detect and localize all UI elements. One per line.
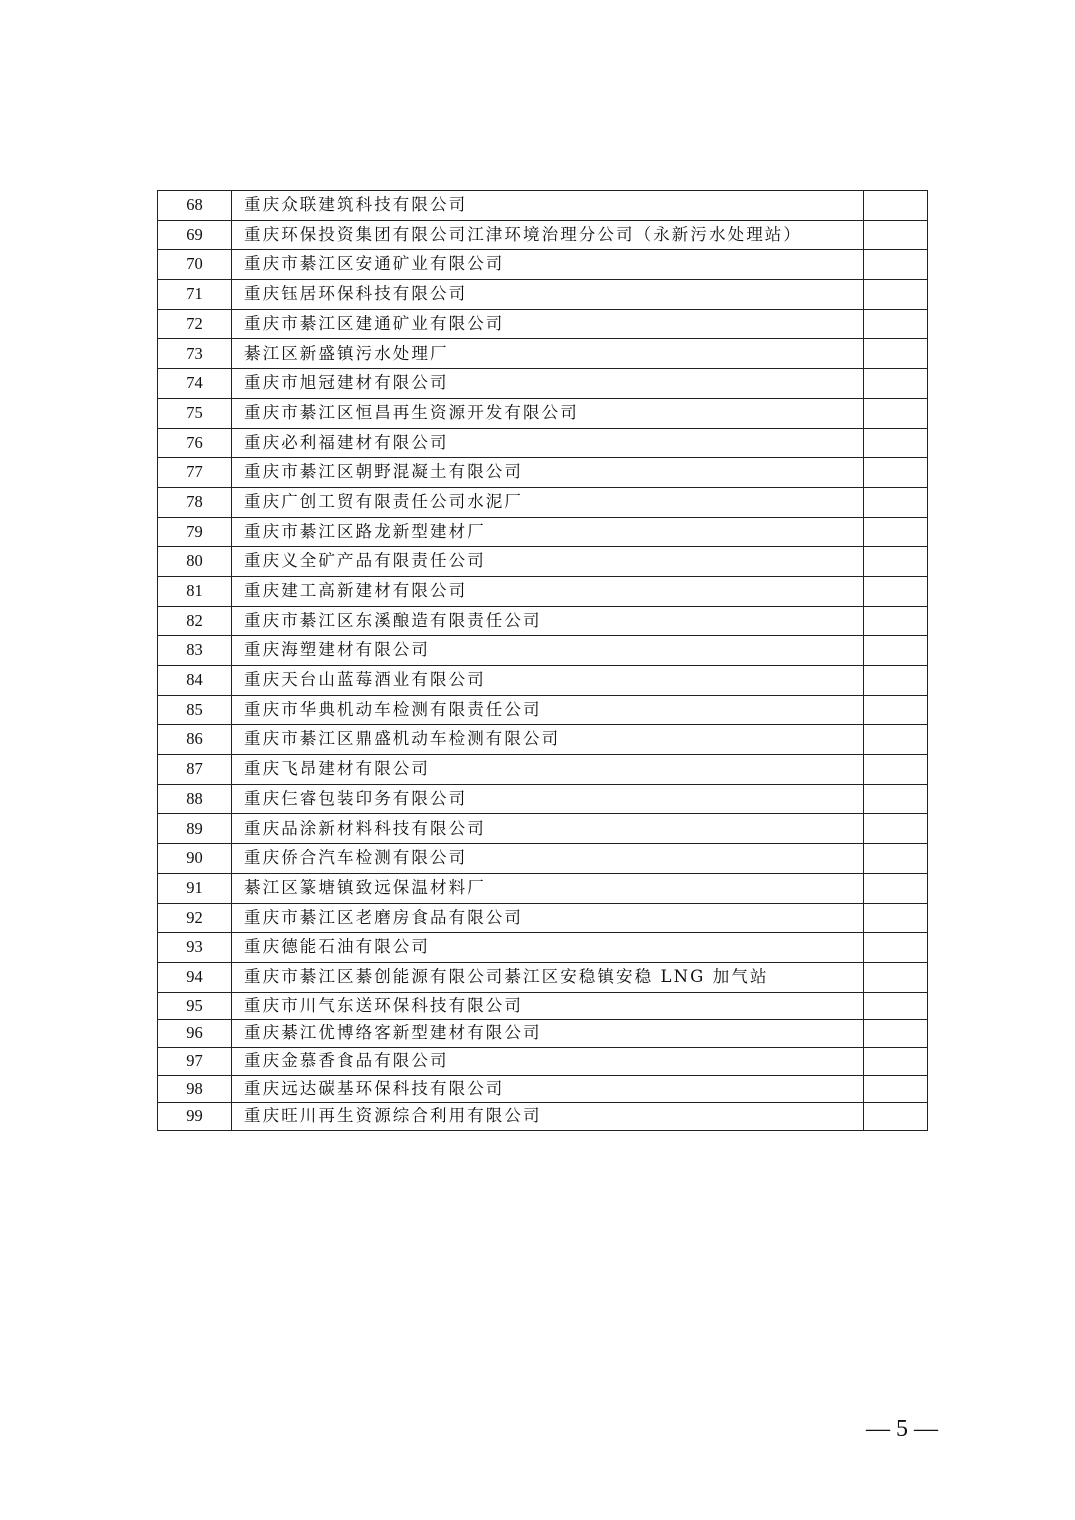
company-name: 重庆建工高新建材有限公司 (232, 576, 864, 606)
row-number: 75 (158, 398, 232, 428)
row-number: 71 (158, 280, 232, 310)
row-number: 83 (158, 636, 232, 666)
row-number: 76 (158, 428, 232, 458)
row-number: 85 (158, 695, 232, 725)
table-row (158, 280, 928, 310)
company-name: 重庆必利福建材有限公司 (232, 428, 864, 458)
company-name: 重庆市綦江区建通矿业有限公司 (232, 309, 864, 339)
table-row (158, 1103, 928, 1131)
remark-cell (864, 606, 928, 636)
company-name: 重庆金慕香食品有限公司 (232, 1047, 864, 1075)
table-row (158, 369, 928, 399)
remark-cell (864, 280, 928, 310)
company-name: 重庆市华典机动车检测有限责任公司 (232, 695, 864, 725)
table-row (158, 873, 928, 903)
page-number: — 5 — (866, 1416, 938, 1442)
table-row (158, 339, 928, 369)
row-number: 68 (158, 191, 232, 221)
remark-cell (864, 873, 928, 903)
row-number: 81 (158, 576, 232, 606)
company-name: 重庆市綦江区綦创能源有限公司綦江区安稳镇安稳 LNG 加气站 (232, 962, 864, 992)
table-row (158, 1075, 928, 1103)
table-row (158, 903, 928, 933)
row-number: 90 (158, 844, 232, 874)
table-row (158, 933, 928, 963)
table-row (158, 636, 928, 666)
table-row (158, 458, 928, 488)
company-name: 重庆飞昂建材有限公司 (232, 755, 864, 785)
company-name: 重庆市綦江区朝野混凝土有限公司 (232, 458, 864, 488)
row-number: 84 (158, 666, 232, 696)
row-number: 70 (158, 250, 232, 280)
row-number: 87 (158, 755, 232, 785)
table-row (158, 547, 928, 577)
company-name: 重庆品涂新材料科技有限公司 (232, 814, 864, 844)
row-number: 72 (158, 309, 232, 339)
row-number: 82 (158, 606, 232, 636)
company-name: 綦江区新盛镇污水处理厂 (232, 339, 864, 369)
company-name: 重庆仨睿包装印务有限公司 (232, 784, 864, 814)
table-row (158, 666, 928, 696)
row-number: 97 (158, 1047, 232, 1075)
company-name: 重庆天台山蓝莓酒业有限公司 (232, 666, 864, 696)
table-row (158, 784, 928, 814)
company-name: 重庆市綦江区老磨房食品有限公司 (232, 903, 864, 933)
company-name: 重庆海塑建材有限公司 (232, 636, 864, 666)
row-number: 93 (158, 933, 232, 963)
remark-cell (864, 339, 928, 369)
remark-cell (864, 576, 928, 606)
company-name: 重庆众联建筑科技有限公司 (232, 191, 864, 221)
company-name: 重庆旺川再生资源综合利用有限公司 (232, 1103, 864, 1131)
remark-cell (864, 784, 928, 814)
row-number: 86 (158, 725, 232, 755)
remark-cell (864, 962, 928, 992)
remark-cell (864, 487, 928, 517)
company-name: 重庆环保投资集团有限公司江津环境治理分公司（永新污水处理站） (232, 220, 864, 250)
company-name: 重庆侨合汽车检测有限公司 (232, 844, 864, 874)
row-number: 78 (158, 487, 232, 517)
remark-cell (864, 814, 928, 844)
table-row (158, 1020, 928, 1048)
row-number: 69 (158, 220, 232, 250)
remark-cell (864, 1047, 928, 1075)
company-name: 重庆市旭冠建材有限公司 (232, 369, 864, 399)
table-row (158, 695, 928, 725)
row-number: 73 (158, 339, 232, 369)
remark-cell (864, 903, 928, 933)
remark-cell (864, 547, 928, 577)
remark-cell (864, 309, 928, 339)
table-row (158, 250, 928, 280)
table-row (158, 309, 928, 339)
remark-cell (864, 398, 928, 428)
table-row (158, 487, 928, 517)
company-name: 重庆德能石油有限公司 (232, 933, 864, 963)
row-number: 96 (158, 1020, 232, 1048)
remark-cell (864, 725, 928, 755)
table-row (158, 962, 928, 992)
remark-cell (864, 458, 928, 488)
row-number: 74 (158, 369, 232, 399)
table-row (158, 398, 928, 428)
table-row (158, 191, 928, 221)
row-number: 89 (158, 814, 232, 844)
company-name: 重庆市綦江区鼎盛机动车检测有限公司 (232, 725, 864, 755)
company-name: 重庆义全矿产品有限责任公司 (232, 547, 864, 577)
remark-cell (864, 755, 928, 785)
table-row (158, 220, 928, 250)
table-row (158, 576, 928, 606)
remark-cell (864, 844, 928, 874)
table-row (158, 814, 928, 844)
remark-cell (864, 695, 928, 725)
remark-cell (864, 191, 928, 221)
row-number: 91 (158, 873, 232, 903)
company-name: 重庆钰居环保科技有限公司 (232, 280, 864, 310)
remark-cell (864, 666, 928, 696)
row-number: 98 (158, 1075, 232, 1103)
remark-cell (864, 517, 928, 547)
row-number: 95 (158, 992, 232, 1020)
remark-cell (864, 428, 928, 458)
remark-cell (864, 369, 928, 399)
remark-cell (864, 1075, 928, 1103)
row-number: 88 (158, 784, 232, 814)
remark-cell (864, 250, 928, 280)
company-name: 重庆綦江优博络客新型建材有限公司 (232, 1020, 864, 1048)
company-name: 重庆远达碳基环保科技有限公司 (232, 1075, 864, 1103)
remark-cell (864, 220, 928, 250)
table-row (158, 992, 928, 1020)
remark-cell (864, 1020, 928, 1048)
company-name: 重庆市綦江区东溪酿造有限责任公司 (232, 606, 864, 636)
company-list-table (157, 190, 928, 1131)
remark-cell (864, 636, 928, 666)
company-name: 重庆市綦江区路龙新型建材厂 (232, 517, 864, 547)
company-name: 重庆市川气东送环保科技有限公司 (232, 992, 864, 1020)
company-name: 重庆广创工贸有限责任公司水泥厂 (232, 487, 864, 517)
table-row (158, 844, 928, 874)
company-list-body (158, 191, 928, 1131)
row-number: 92 (158, 903, 232, 933)
row-number: 79 (158, 517, 232, 547)
remark-cell (864, 992, 928, 1020)
row-number: 94 (158, 962, 232, 992)
table-row (158, 1047, 928, 1075)
company-name: 重庆市綦江区恒昌再生资源开发有限公司 (232, 398, 864, 428)
table-row (158, 517, 928, 547)
table-row (158, 725, 928, 755)
company-name: 綦江区篆塘镇致远保温材料厂 (232, 873, 864, 903)
remark-cell (864, 933, 928, 963)
row-number: 77 (158, 458, 232, 488)
table-row (158, 755, 928, 785)
table-row (158, 428, 928, 458)
company-name: 重庆市綦江区安通矿业有限公司 (232, 250, 864, 280)
row-number: 80 (158, 547, 232, 577)
row-number: 99 (158, 1103, 232, 1131)
remark-cell (864, 1103, 928, 1131)
table-row (158, 606, 928, 636)
